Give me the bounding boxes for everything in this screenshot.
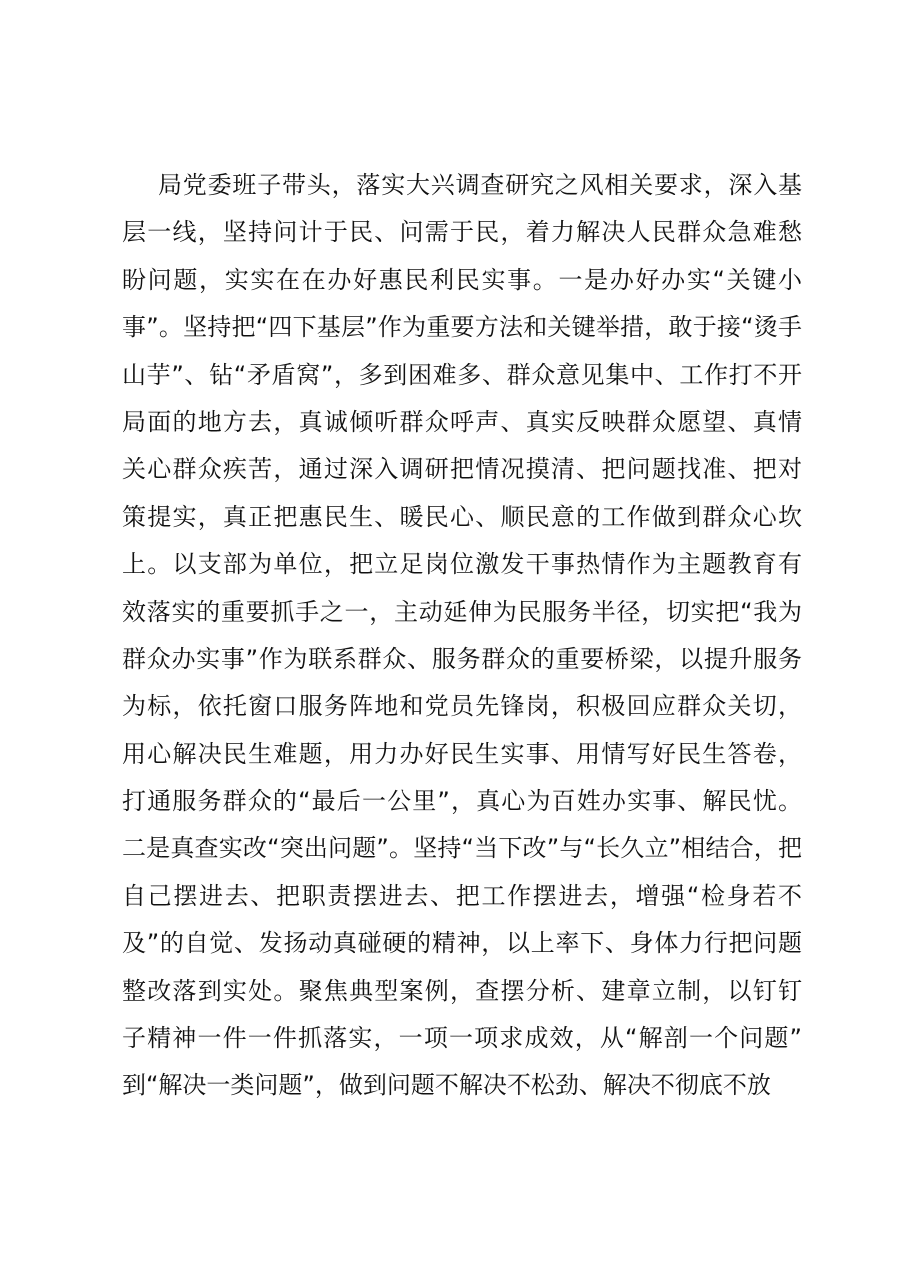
paragraph-line: 打通服务群众的“最后一公里”，真心为百姓办实事、解民忧。 bbox=[122, 787, 802, 816]
paragraph-line: 局党委班子带头，落实大兴调查研究之风相关要求，深入基 bbox=[158, 171, 802, 199]
paragraph-line: 二是真查实改“突出问题”。坚持“当下改”与“长久立”相结合，把 bbox=[122, 834, 802, 863]
paragraph-line: 盼问题，实实在在办好惠民利民实事。一是办好办实“关键小 bbox=[122, 265, 802, 294]
paragraph-line: 及”的自觉、发扬动真碰硬的精神，以上率下、身体力行把问题 bbox=[122, 929, 802, 958]
paragraph-line: 用心解决民生难题，用力办好民生实事、用情写好民生答卷， bbox=[122, 739, 802, 768]
paragraph-line: 山芋”、钻“矛盾窝”，多到困难多、群众意见集中、工作打不开 bbox=[122, 360, 802, 389]
body-paragraph bbox=[122, 162, 802, 1110]
paragraph-line: 群众办实事”作为联系群众、服务群众的重要桥梁，以提升服务 bbox=[122, 644, 802, 673]
paragraph-line: 层一线，坚持问计于民、问需于民，着力解决人民群众急难愁 bbox=[122, 218, 802, 247]
paragraph-line: 自己摆进去、把职责摆进去、把工作摆进去，增强“检身若不 bbox=[122, 881, 802, 910]
paragraph-line: 效落实的重要抓手之一，主动延伸为民服务半径，切实把“我为 bbox=[122, 597, 802, 626]
paragraph-line: 子精神一件一件抓落实，一项一项求成效，从“解剖一个问题” bbox=[122, 1024, 802, 1053]
paragraph-line: 为标，依托窗口服务阵地和党员先锋岗，积极回应群众关切， bbox=[122, 692, 802, 721]
paragraph-line: 局面的地方去，真诚倾听群众呼声、真实反映群众愿望、真情 bbox=[122, 407, 802, 436]
paragraph-line: 关心群众疾苦，通过深入调研把情况摸清、把问题找准、把对 bbox=[122, 455, 802, 484]
paragraph-line: 到“解决一类问题”，做到问题不解决不松劲、解决不彻底不放 bbox=[122, 1071, 771, 1100]
paragraph-line: 事”。坚持把“四下基层”作为重要方法和关键举措，敢于接“烫手 bbox=[122, 313, 802, 342]
paragraph-line: 上。以支部为单位，把立足岗位激发干事热情作为主题教育有 bbox=[122, 550, 802, 579]
paragraph-line: 策提实，真正把惠民生、暖民心、顺民意的工作做到群众心坎 bbox=[122, 502, 802, 531]
paragraph-line: 整改落到实处。聚焦典型案例，查摆分析、建章立制，以钉钉 bbox=[122, 976, 802, 1005]
